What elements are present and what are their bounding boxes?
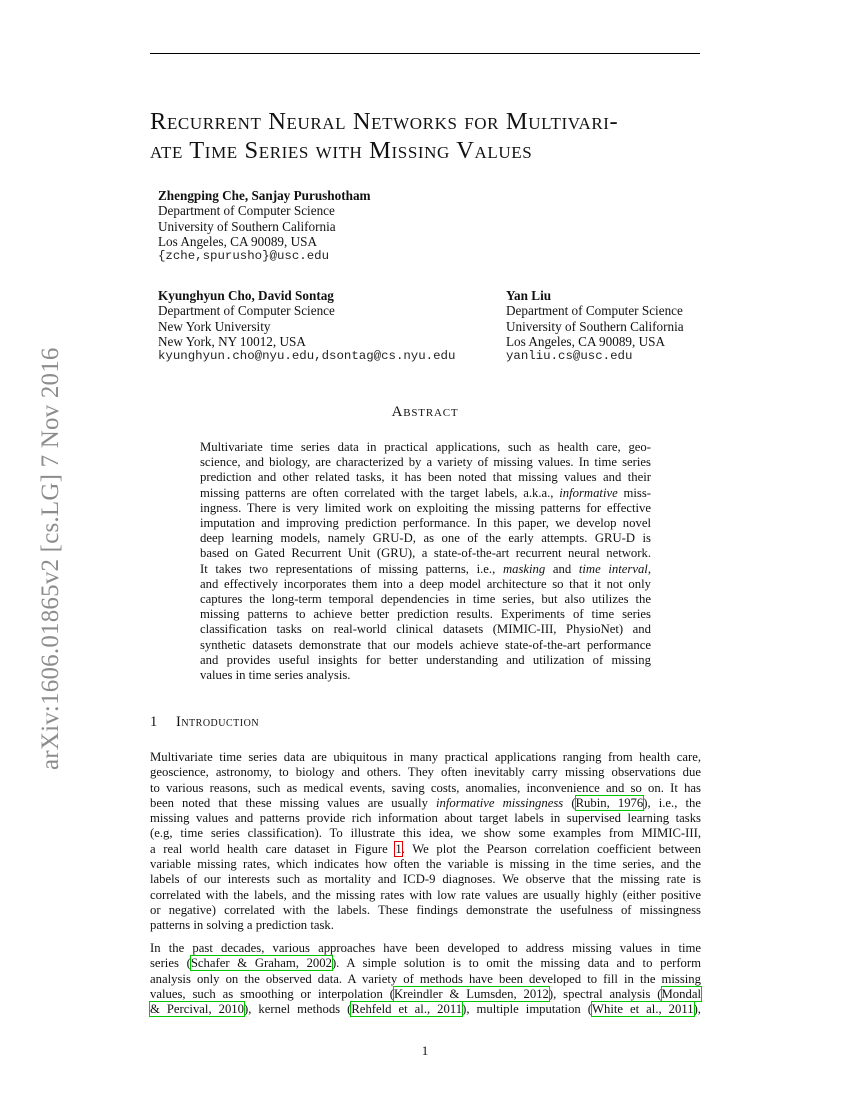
title-line-1: Recurrent Neural Networks for Multivari-	[150, 108, 619, 135]
abstract-line: based on Gated Recurrent Unit (GRU), a state-of-the-art recurrent neural network.	[200, 546, 651, 561]
intro-paragraph-1: Multivariate time series data are ubiquitous in many practical applications ranging from health care, geoscience, astronomy, to biology and others. They often inevitably carry missing observations due to various reasons, such as medical events, saving costs, anomalies, inconvenience and so on. It has been noted that these missing values are usually informative missingness (Rubin, 1976), i.e., the missing values and patterns provide rich information about target labels in supervised learning tasks (e.g, time series classification). To illustrate this idea, we show some examples from MIMIC-III, a real world health care dataset in Figure 1. We plot the Pearson correlation coefficient between variable missing rates, which indicates how often the variable is missing in the time series, and the labels of our interests such as mortality and ICD-9 diagnoses. We observe that the missing rate is correlated with the labels, and the missing rates with low rate values are usually highly (either positive or negative) correlated with the labels. These findings demonstrate the usefulness of missingness patterns in solving a prediction task.	[150, 750, 701, 933]
author-address: New York, NY 10012, USA	[158, 333, 306, 349]
author-dept: Department of Computer Science	[158, 303, 335, 319]
abstract-line: imputation and improving prediction performance. In this paper, we develop novel	[200, 516, 651, 531]
arxiv-identifier: arXiv:1606.01865v2 [cs.LG] 7 Nov 2016	[37, 347, 64, 770]
abstract-line: captures the long-term temporal dependencies in time series, but also utilizes the	[200, 592, 651, 607]
author-names: Yan Liu	[506, 288, 552, 303]
author-email[interactable]: yanliu.cs@usc.edu	[506, 349, 633, 364]
author-institution: University of Southern California	[158, 218, 336, 234]
section-heading	[150, 714, 259, 731]
figure-ref-link[interactable]: 1	[395, 841, 402, 856]
abstract-line: deep learning models, namely GRU-D, as one of the early attempts. GRU-D is	[200, 531, 651, 546]
author-block-2	[158, 288, 455, 364]
section-number: 1	[150, 714, 158, 730]
abstract-line: and effectively incorporates them into a deep model architecture so that it not only	[200, 576, 651, 591]
author-names: Zhengping Che, Sanjay Purushotham	[158, 188, 371, 203]
abstract-line: synthetic datasets demonstrate that our models achieve state-of-the-art performance	[200, 637, 651, 652]
abstract-line: science, and biology, are characterized by a variety of missing values. In time series	[200, 455, 651, 470]
page-number: 1	[421, 1043, 429, 1058]
citation-link[interactable]: Schafer & Graham, 2002	[190, 956, 332, 971]
abstract-body	[200, 440, 651, 683]
abstract-line: classification tasks on real-world clinical datasets (MIMIC-III, PhysioNet) and	[200, 622, 651, 637]
abstract-line: values in time series analysis.	[200, 668, 351, 683]
author-address: Los Angeles, CA 90089, USA	[158, 233, 317, 249]
section-title: Introduction	[176, 714, 260, 730]
author-email[interactable]: kyunghyun.cho@nyu.edu,dsontag@cs.nyu.edu	[158, 349, 456, 364]
author-block-1	[158, 188, 371, 264]
abstract-line: It takes two representations of missing patterns, i.e., masking and time interval,	[200, 561, 652, 576]
citation-link[interactable]: & Percival, 2010	[150, 1002, 244, 1017]
citation-link[interactable]: Rehfeld et al., 2011	[351, 1002, 463, 1017]
author-names: Kyunghyun Cho, David Sontag	[158, 288, 334, 303]
citation-link[interactable]: White et al., 2011	[592, 1002, 694, 1017]
citation-link[interactable]: Kreindler & Lumsden, 2012	[393, 986, 549, 1001]
top-rule	[150, 53, 700, 54]
author-institution: New York University	[158, 318, 271, 334]
author-email[interactable]: {zche,spurusho}@usc.edu	[158, 249, 330, 264]
author-institution: University of Southern California	[506, 318, 684, 334]
author-block-3	[506, 288, 684, 364]
abstract-line: ingness. There is very limited work on exploiting the missing patterns for effective	[200, 500, 651, 515]
author-dept: Department of Computer Science	[158, 203, 335, 219]
abstract-line: prediction and other related tasks, it has been noted that missing values and their	[200, 470, 651, 485]
abstract-line: and provides useful insights for better understanding and utilization of missing	[200, 652, 651, 667]
author-dept: Department of Computer Science	[506, 303, 683, 319]
citation-link[interactable]: Mondal	[661, 986, 701, 1001]
citation-link[interactable]: Rubin, 1976	[575, 795, 644, 810]
abstract-line: missing patterns to achieve better prediction results. Experiments of time series	[200, 607, 651, 622]
title-line-2: ate Time Series with Missing Values	[150, 137, 533, 164]
abstract-heading: Abstract	[391, 404, 459, 420]
abstract-line: Multivariate time series data in practical applications, such as health care, geo-	[200, 440, 651, 454]
author-address: Los Angeles, CA 90089, USA	[506, 333, 665, 349]
paper-title	[150, 107, 710, 165]
intro-paragraph-2: In the past decades, various approaches have been developed to address missing values in time series (Schafer & Graham, 2002). A simple solution is to omit the missing data and to perform analysis only on the observed data. A variety of methods have been developed to fill in the missing values, such as smoothing or interpolation (Kreindler & Lumsden, 2012), spectral analysis (Mondal & Percival, 2010), kernel methods (Rehfeld et al., 2011), multiple imputation (White et al., 2011),	[150, 941, 701, 1017]
abstract-line: missing patterns are often correlated with the target labels, a.k.a., informative miss-	[200, 485, 652, 500]
